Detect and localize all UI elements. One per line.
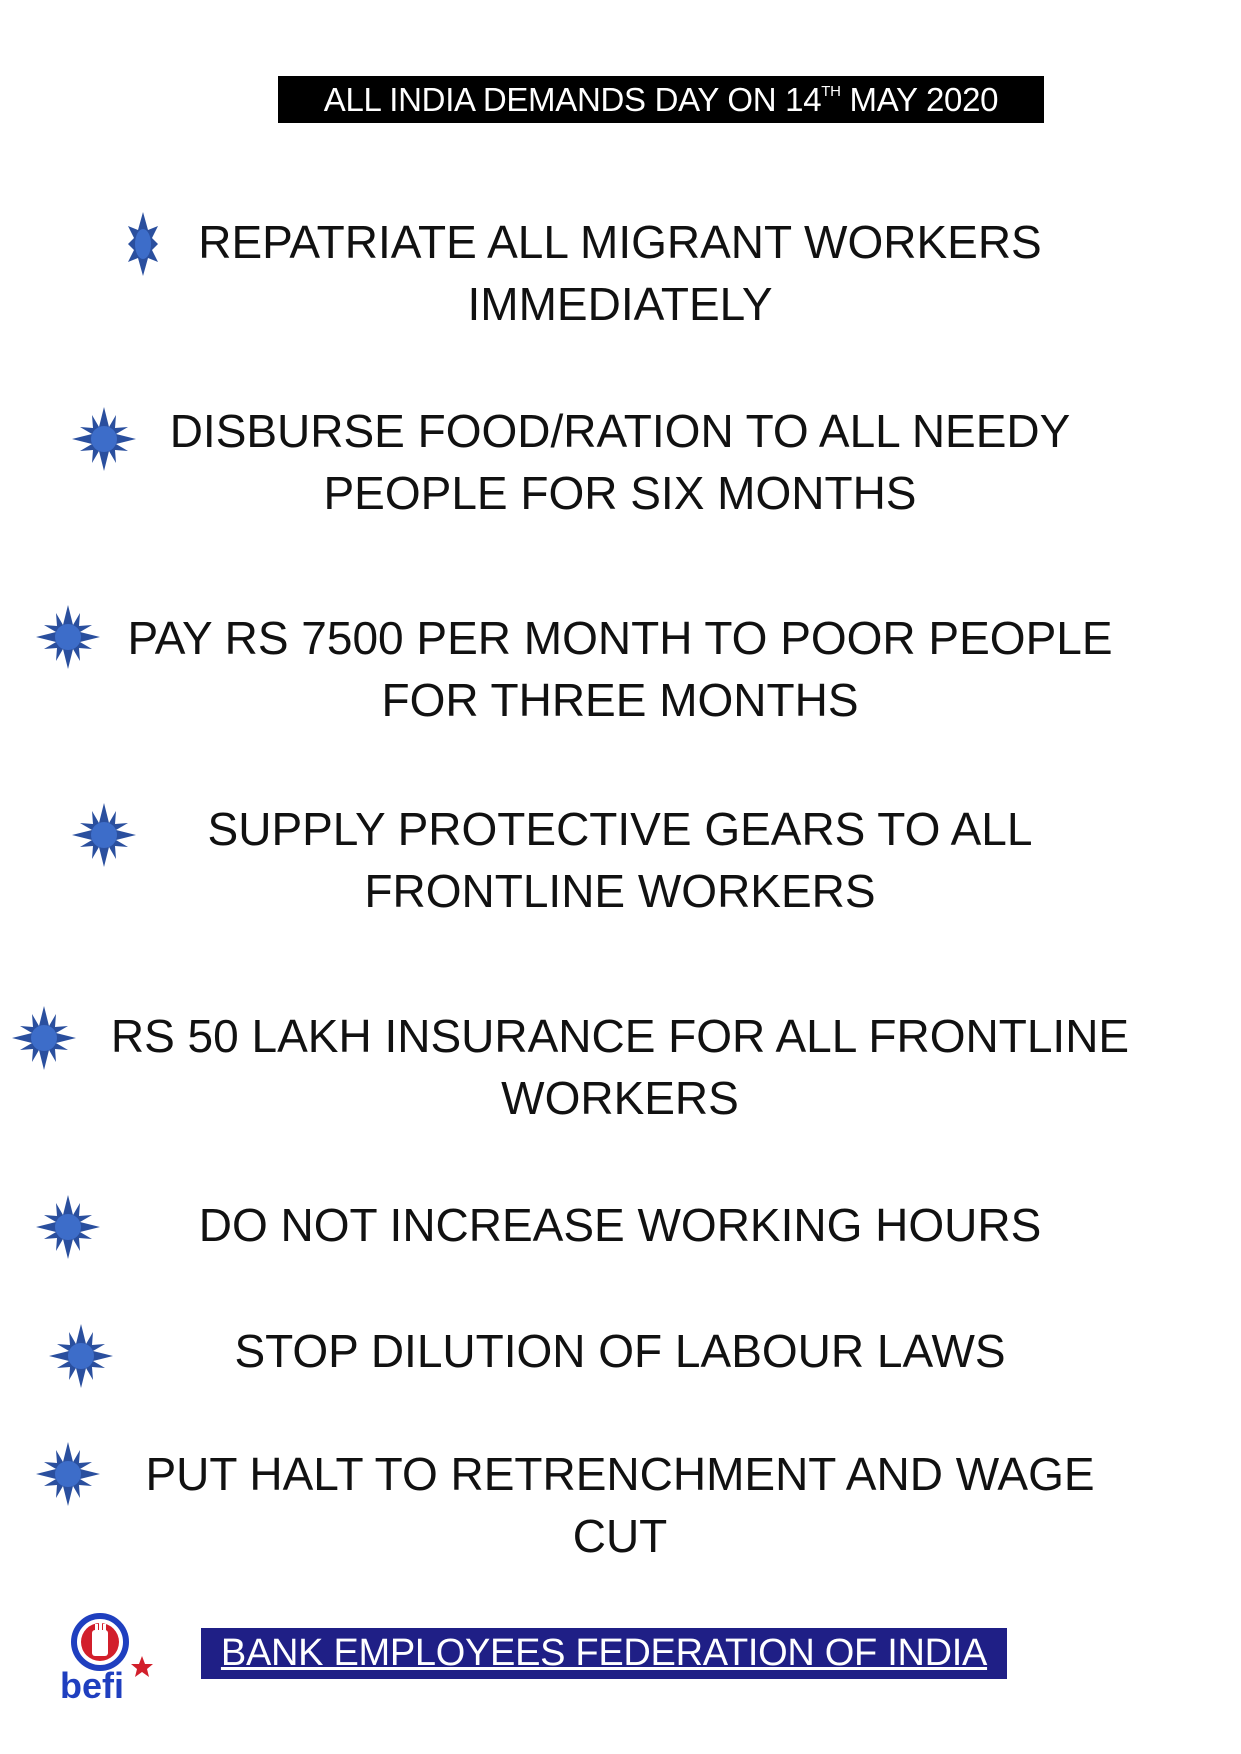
demand-text: STOP DILUTION OF LABOUR LAWS xyxy=(234,1325,1006,1377)
blue-sun-star-icon xyxy=(49,1324,113,1388)
blue-sun-star-icon xyxy=(36,605,100,669)
page-title xyxy=(278,76,1044,123)
demand-text: RS 50 LAKH INSURANCE FOR ALL FRONTLINE WORKERS xyxy=(110,1010,1130,1124)
blue-sun-star-icon xyxy=(36,1195,100,1259)
befi-logo-icon xyxy=(58,1610,158,1702)
blue-sun-star-icon xyxy=(72,803,136,867)
demand-text: DISBURSE FOOD/RATION TO ALL NEEDY PEOPLE FOR SIX MONTHS xyxy=(169,405,1071,519)
demand-text: DO NOT INCREASE WORKING HOURS xyxy=(198,1199,1042,1251)
org-name-banner: BANK EMPLOYEES FEDERATION OF INDIA xyxy=(201,1628,1007,1679)
logo-text: befi xyxy=(60,1665,125,1702)
title-text: ALL INDIA DEMANDS DAY ON 14 xyxy=(323,81,822,118)
demand-text: PUT HALT TO RETRENCHMENT AND WAGE CUT xyxy=(145,1448,1095,1562)
title-text-after: MAY 2020 xyxy=(840,81,999,118)
blue-sun-star-icon xyxy=(12,1006,76,1070)
title-superscript: TH xyxy=(821,83,841,100)
demand-text: SUPPLY PROTECTIVE GEARS TO ALL FRONTLINE WORKERS xyxy=(207,803,1033,917)
blue-sun-star-icon xyxy=(36,1442,100,1506)
demand-text: PAY RS 7500 PER MONTH TO POOR PEOPLE FOR THREE MONTHS xyxy=(127,612,1113,726)
demand-text: REPATRIATE ALL MIGRANT WORKERS IMMEDIATELY xyxy=(198,216,1042,330)
